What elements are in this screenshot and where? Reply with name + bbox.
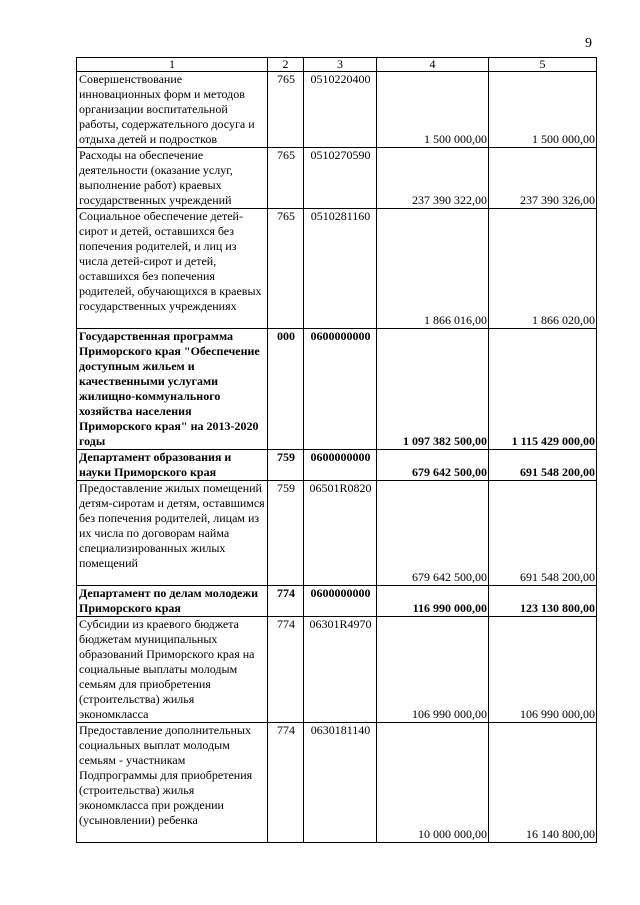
table-row bbox=[77, 481, 597, 586]
row-target-cell: 0600000000 bbox=[304, 329, 377, 450]
row-sum-2-cell: 1 115 429 000,00 bbox=[489, 329, 597, 450]
row-sum-1-cell: 679 642 500,00 bbox=[377, 481, 489, 586]
row-code-cell: 774 bbox=[268, 586, 304, 617]
row-sum-1-cell: 1 500 000,00 bbox=[377, 72, 489, 148]
row-name-cell: Расходы на обеспечение деятельности (оказание услуг, выполнение работ) краевых государственных учреждений bbox=[77, 148, 268, 209]
table-row bbox=[77, 209, 597, 329]
header-col-5: 5 bbox=[489, 58, 597, 72]
header-col-3: 3 bbox=[304, 58, 377, 72]
row-sum-1-cell: 237 390 322,00 bbox=[377, 148, 489, 209]
row-code-cell: 759 bbox=[268, 481, 304, 586]
row-name-cell: Государственная программа Приморского края "Обеспечение доступным жильем и качественными услугами жилищно-коммунального хозяйства населения Приморского края" на 2013-2020 годы bbox=[77, 329, 268, 450]
row-target-cell: 0510281160 bbox=[304, 209, 377, 329]
row-target-cell: 06301R4970 bbox=[304, 617, 377, 723]
row-code-cell: 000 bbox=[268, 329, 304, 450]
row-sum-2-cell: 123 130 800,00 bbox=[489, 586, 597, 617]
row-code-cell: 774 bbox=[268, 617, 304, 723]
row-sum-2-cell: 16 140 800,00 bbox=[489, 723, 597, 843]
header-col-4: 4 bbox=[377, 58, 489, 72]
table-row bbox=[77, 148, 597, 209]
header-row bbox=[77, 58, 597, 72]
row-sum-1-cell: 1 097 382 500,00 bbox=[377, 329, 489, 450]
row-sum-1-cell: 1 866 016,00 bbox=[377, 209, 489, 329]
row-sum-2-cell: 691 548 200,00 bbox=[489, 450, 597, 481]
row-name-cell: Предоставление жилых помещений детям-сиротам и детям, оставшимся без попечения родителей, лицам из их числа по договорам найма специализированных жилых помещений bbox=[77, 481, 268, 586]
row-sum-2-cell: 1 500 000,00 bbox=[489, 72, 597, 148]
row-name-cell: Социальное обеспечение детей-сирот и детей, оставшихся без попечения родителей, и лиц из числа детей-сирот и детей, оставшихся без попечения родителей, обучающихся в краевых государственных учреждениях bbox=[77, 209, 268, 329]
row-sum-2-cell: 237 390 326,00 bbox=[489, 148, 597, 209]
row-name-cell: Предоставление дополнительных социальных выплат молодым семьям - участникам Подпрограммы для приобретения (строительства) жилья экономкласса при рождении (усыновлении) ребенка bbox=[77, 723, 268, 843]
row-sum-1-cell: 679 642 500,00 bbox=[377, 450, 489, 481]
header-col-2: 2 bbox=[268, 58, 304, 72]
row-code-cell: 765 bbox=[268, 209, 304, 329]
row-target-cell: 06501R0820 bbox=[304, 481, 377, 586]
row-sum-1-cell: 116 990 000,00 bbox=[377, 586, 489, 617]
row-code-cell: 759 bbox=[268, 450, 304, 481]
table-row bbox=[77, 450, 597, 481]
row-target-cell: 0510270590 bbox=[304, 148, 377, 209]
page-number: 9 bbox=[585, 36, 592, 51]
row-code-cell: 774 bbox=[268, 723, 304, 843]
table-row bbox=[77, 586, 597, 617]
row-name-cell: Департамент образования и науки Приморского края bbox=[77, 450, 268, 481]
row-sum-2-cell: 691 548 200,00 bbox=[489, 481, 597, 586]
table-row bbox=[77, 329, 597, 450]
row-name-cell: Субсидии из краевого бюджета бюджетам муниципальных образований Приморского края на социальные выплаты молодым семьям для приобретения (строительства) жилья экономкласса bbox=[77, 617, 268, 723]
table-row bbox=[77, 723, 597, 843]
header-col-1: 1 bbox=[77, 58, 268, 72]
budget-table bbox=[76, 57, 597, 843]
row-sum-2-cell: 106 990 000,00 bbox=[489, 617, 597, 723]
table-row bbox=[77, 617, 597, 723]
row-sum-2-cell: 1 866 020,00 bbox=[489, 209, 597, 329]
row-target-cell: 0630181140 bbox=[304, 723, 377, 843]
row-name-cell: Департамент по делам молодежи Приморского края bbox=[77, 586, 268, 617]
table-row bbox=[77, 72, 597, 148]
row-sum-1-cell: 106 990 000,00 bbox=[377, 617, 489, 723]
row-target-cell: 0600000000 bbox=[304, 450, 377, 481]
row-sum-1-cell: 10 000 000,00 bbox=[377, 723, 489, 843]
row-target-cell: 0600000000 bbox=[304, 586, 377, 617]
row-target-cell: 0510220400 bbox=[304, 72, 377, 148]
row-code-cell: 765 bbox=[268, 72, 304, 148]
row-code-cell: 765 bbox=[268, 148, 304, 209]
row-name-cell: Совершенствование инновационных форм и методов организации воспитательной работы, содержательного досуга и отдыха детей и подростков bbox=[77, 72, 268, 148]
